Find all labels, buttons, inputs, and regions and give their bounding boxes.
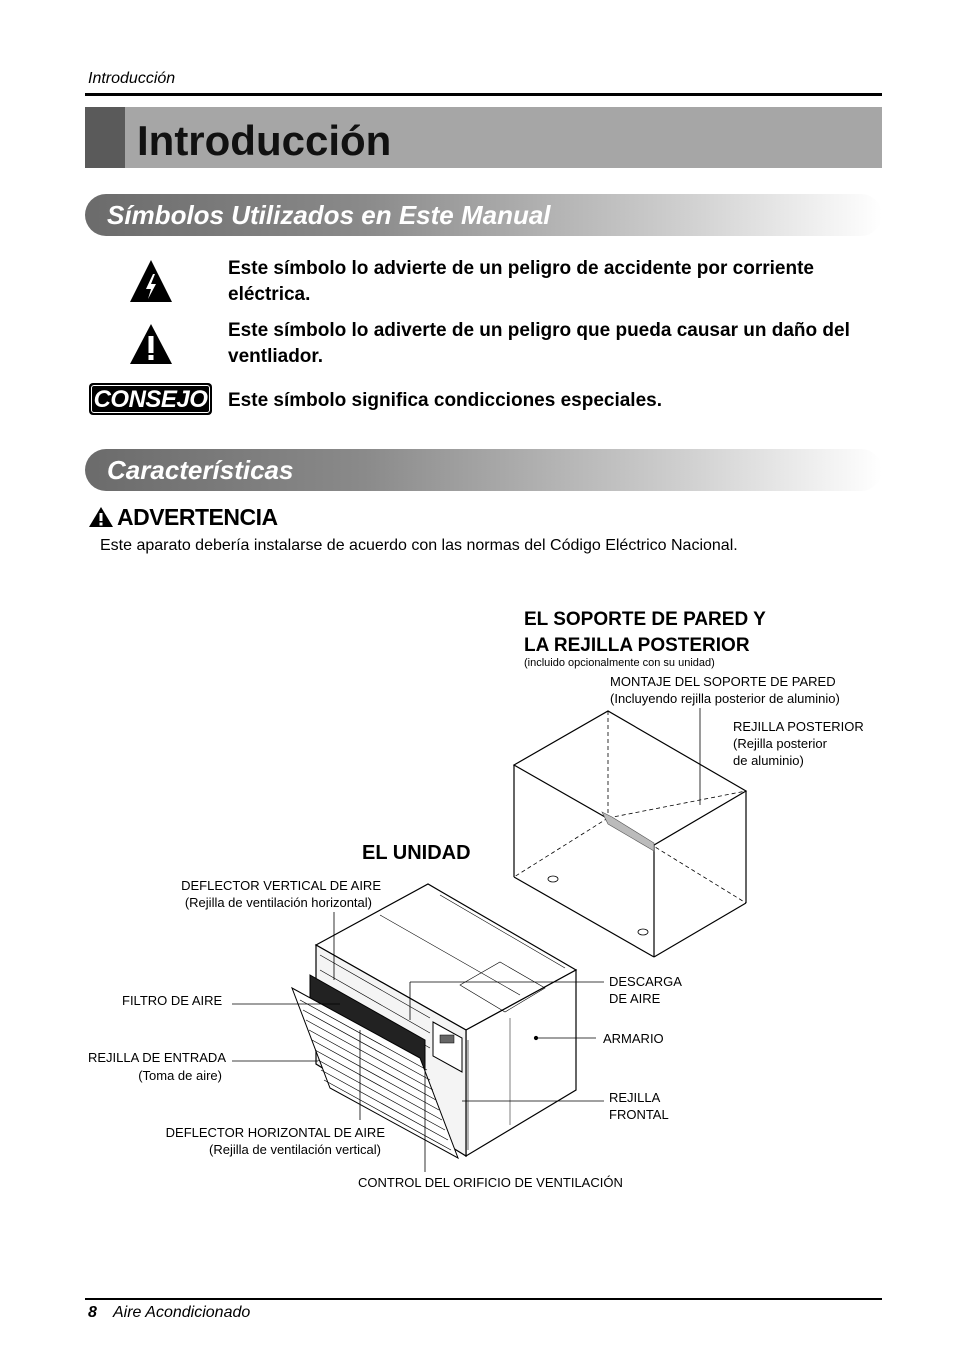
horiz-deflector-note: (Rejilla de ventilación vertical) bbox=[209, 1142, 381, 1157]
rear-grille-note2: de aluminio) bbox=[733, 753, 804, 768]
symbol-text-electric: Este símbolo lo advierte de un peligro de accidente por corriente eléctrica. bbox=[228, 258, 814, 305]
wall-sleeve-note: (Incluyendo rejilla posterior de aluminio) bbox=[610, 691, 840, 706]
sleeve-title-line1: EL SOPORTE DE PARED Y bbox=[524, 609, 766, 630]
warning-triangle-icon bbox=[88, 506, 114, 528]
front-grille-label2: FRONTAL bbox=[609, 1107, 669, 1122]
section-title-features: Características bbox=[107, 455, 294, 485]
sleeve-title-line2: LA REJILLA POSTERIOR bbox=[524, 635, 750, 656]
wall-sleeve-drawing bbox=[514, 708, 746, 957]
symbol-text-tip: Este símbolo significa condicciones especiales. bbox=[228, 390, 662, 411]
vert-deflector-note: (Rejilla de ventilación horizontal) bbox=[184, 895, 372, 910]
electric-shock-warning-icon bbox=[128, 258, 174, 304]
unit-diagram bbox=[0, 580, 954, 1220]
consejo-badge-label: CONSEJO bbox=[91, 385, 210, 413]
symbol-text-caution: Este símbolo lo adiverte de un peligro que pueda causar un daño del ventliador. bbox=[228, 320, 850, 367]
footer-page-number: 8 bbox=[88, 1304, 97, 1321]
footer-rule bbox=[85, 1298, 882, 1300]
warning-label: ADVERTENCIA bbox=[117, 504, 278, 530]
section-bar-symbols bbox=[85, 194, 882, 236]
vert-deflector-label: DEFLECTOR VERTICAL DE AIRE bbox=[181, 878, 381, 893]
discharge-label2: DE AIRE bbox=[609, 991, 661, 1006]
section-title-symbols: Símbolos Utilizados en Este Manual bbox=[107, 200, 551, 230]
rear-grille-note1: (Rejilla posterior bbox=[733, 736, 827, 751]
header-rule bbox=[85, 93, 882, 96]
cabinet-label: ARMARIO bbox=[603, 1031, 664, 1046]
section-bar-features bbox=[85, 449, 882, 491]
sleeve-note: (incluido opcionalmente con su unidad) bbox=[524, 657, 715, 669]
warning-text: Este aparato debería instalarse de acuerdo con las normas del Código Eléctrico Nacional. bbox=[100, 537, 738, 554]
front-grille-label1: REJILLA bbox=[609, 1090, 661, 1105]
discharge-label1: DESCARGA bbox=[609, 974, 682, 989]
exclamation-warning-icon bbox=[128, 322, 174, 366]
air-filter-label: FILTRO DE AIRE bbox=[122, 993, 223, 1008]
unit-title: EL UNIDAD bbox=[362, 842, 471, 864]
warning-heading bbox=[88, 503, 278, 531]
running-header: Introducción bbox=[88, 70, 176, 87]
page-title: Introducción bbox=[137, 117, 392, 164]
vent-control-label: CONTROL DEL ORIFICIO DE VENTILACIÓN bbox=[358, 1175, 623, 1190]
consejo-badge bbox=[89, 383, 212, 415]
inlet-grille-note: (Toma de aire) bbox=[138, 1068, 222, 1083]
wall-sleeve-label: MONTAJE DEL SOPORTE DE PARED bbox=[610, 674, 836, 689]
horiz-deflector-label: DEFLECTOR HORIZONTAL DE AIRE bbox=[165, 1125, 385, 1140]
footer-title: Aire Acondicionado bbox=[113, 1304, 251, 1321]
title-block bbox=[85, 107, 125, 168]
inlet-grille-label: REJILLA DE ENTRADA bbox=[88, 1050, 226, 1065]
rear-grille-label: REJILLA POSTERIOR bbox=[733, 719, 864, 734]
